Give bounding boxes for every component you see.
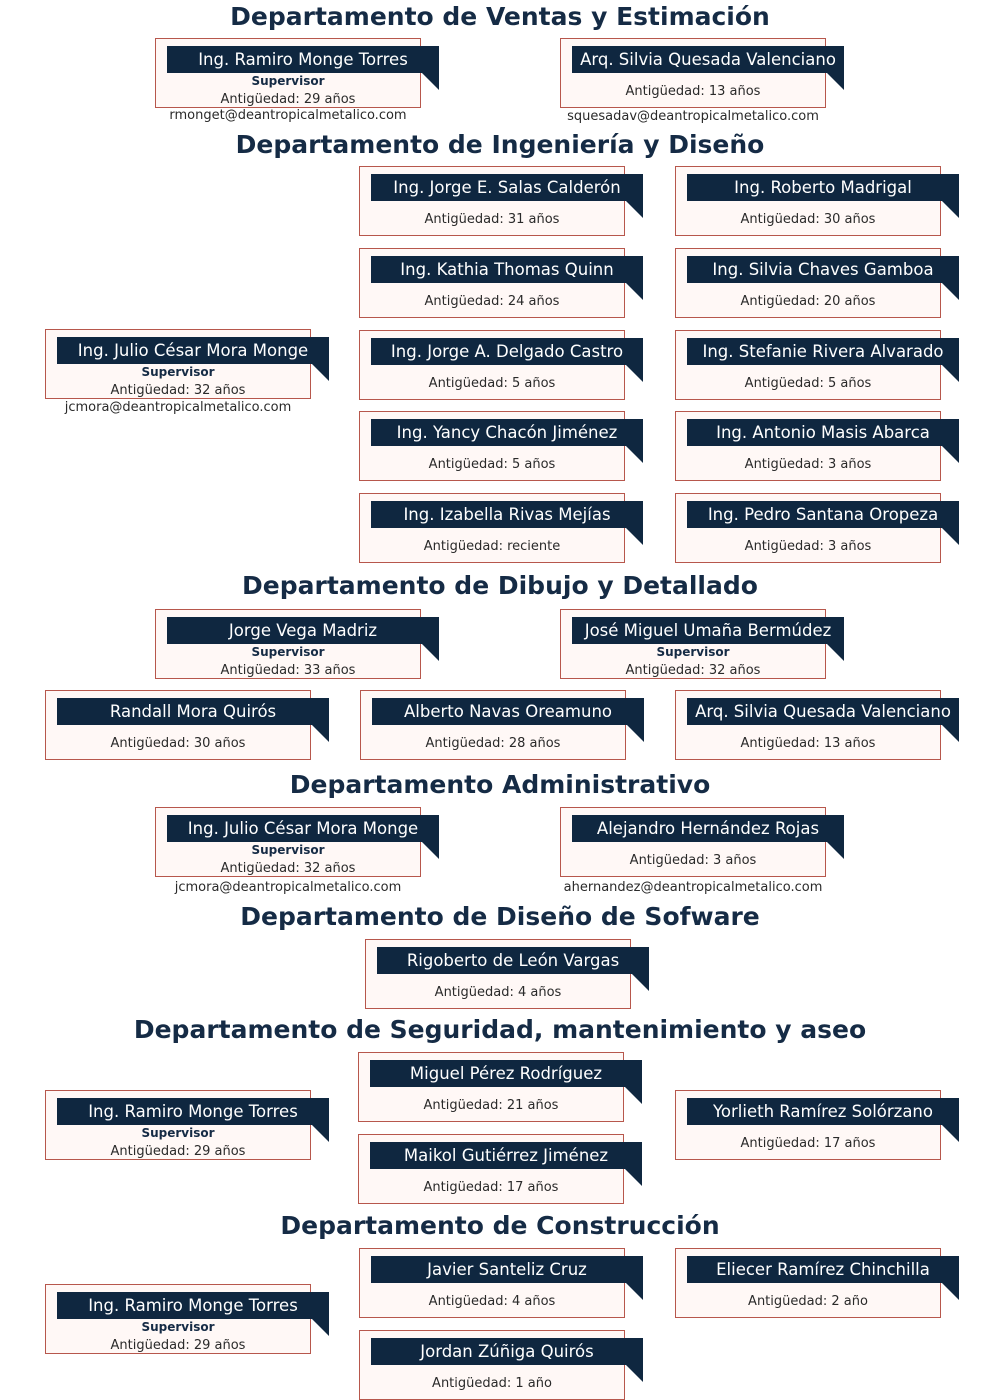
ribbon-fold <box>312 1319 329 1336</box>
ribbon-fold <box>626 201 643 218</box>
employee-seniority: Antigüedad: 17 años <box>423 1180 559 1195</box>
ribbon-fold <box>312 725 329 742</box>
ribbon-fold <box>312 1125 329 1142</box>
employee-name: Alberto Navas Oreamuno <box>372 698 644 725</box>
employee-name: José Miguel Umaña Bermúdez <box>572 617 844 644</box>
employee-seniority: Antigüedad: 5 años <box>428 376 556 391</box>
employee-name: Rigoberto de León Vargas <box>377 947 649 974</box>
department-title-departamento-de-construccion: Departamento de Construcción <box>280 1211 720 1240</box>
employee-seniority: Antigüedad: 17 años <box>740 1136 876 1151</box>
employee-seniority: Antigüedad: 33 años <box>220 663 356 678</box>
ribbon-fold <box>625 1169 642 1186</box>
employee-seniority: Antigüedad: 3 años <box>744 539 872 554</box>
ribbon-fold <box>942 1125 959 1142</box>
employee-name: Ing. Roberto Madrigal <box>687 174 959 201</box>
employee-name: Yorlieth Ramírez Solórzano <box>687 1098 959 1125</box>
employee-email: ahernandez@deantropicalmetalico.com <box>563 880 823 895</box>
department-title-departamento-administrativo: Departamento Administrativo <box>289 770 711 799</box>
department-title-departamento-de-dibujo-y-detallado: Departamento de Dibujo y Detallado <box>242 571 758 600</box>
employee-name: Ing. Pedro Santana Oropeza <box>687 501 959 528</box>
employee-name: Ing. Stefanie Rivera Alvarado <box>687 338 959 365</box>
ribbon-fold <box>632 974 649 991</box>
employee-name: Jordan Zúñiga Quirós <box>371 1338 643 1365</box>
employee-role: Supervisor <box>141 1126 215 1140</box>
employee-name: Arq. Silvia Quesada Valenciano <box>687 698 959 725</box>
employee-seniority: Antigüedad: 32 años <box>220 861 356 876</box>
employee-seniority: Antigüedad: 5 años <box>428 457 556 472</box>
ribbon-fold <box>942 201 959 218</box>
employee-seniority: Antigüedad: 20 años <box>740 294 876 309</box>
employee-seniority: Antigüedad: 3 años <box>629 853 757 868</box>
department-title-departamento-de-diseno-de-sofware: Departamento de Diseño de Sofware <box>240 902 760 931</box>
ribbon-fold <box>422 73 439 90</box>
employee-seniority: Antigüedad: 30 años <box>110 736 246 751</box>
employee-seniority: Antigüedad: 24 años <box>424 294 560 309</box>
employee-name: Ing. Yancy Chacón Jiménez <box>371 419 643 446</box>
employee-role: Supervisor <box>656 645 730 659</box>
employee-name: Maikol Gutiérrez Jiménez <box>370 1142 642 1169</box>
employee-role: Supervisor <box>251 74 325 88</box>
ribbon-fold <box>626 446 643 463</box>
ribbon-fold <box>625 1087 642 1104</box>
employee-seniority: Antigüedad: 13 años <box>625 84 761 99</box>
employee-email: jcmora@deantropicalmetalico.com <box>174 880 402 895</box>
employee-email: jcmora@deantropicalmetalico.com <box>64 400 292 415</box>
ribbon-fold <box>626 365 643 382</box>
employee-seniority: Antigüedad: 5 años <box>744 376 872 391</box>
employee-role: Supervisor <box>141 1320 215 1334</box>
ribbon-fold <box>942 528 959 545</box>
employee-name: Alejandro Hernández Rojas <box>572 815 844 842</box>
ribbon-fold <box>422 842 439 859</box>
employee-name: Javier Santeliz Cruz <box>371 1256 643 1283</box>
employee-seniority: Antigüedad: 4 años <box>434 985 562 1000</box>
ribbon-fold <box>422 644 439 661</box>
employee-seniority: Antigüedad: 30 años <box>740 212 876 227</box>
employee-name: Jorge Vega Madriz <box>167 617 439 644</box>
ribbon-fold <box>827 644 844 661</box>
employee-name: Ing. Julio César Mora Monge <box>57 337 329 364</box>
employee-seniority: Antigüedad: 21 años <box>423 1098 559 1113</box>
ribbon-fold <box>827 73 844 90</box>
employee-seniority: Antigüedad: 31 años <box>424 212 560 227</box>
employee-seniority: Antigüedad: 13 años <box>740 736 876 751</box>
employee-seniority: Antigüedad: 29 años <box>110 1144 246 1159</box>
employee-seniority: Antigüedad: 1 año <box>432 1376 552 1391</box>
ribbon-fold <box>626 1365 643 1382</box>
ribbon-fold <box>312 364 329 381</box>
employee-name: Ing. Izabella Rivas Mejías <box>371 501 643 528</box>
ribbon-fold <box>942 365 959 382</box>
department-title-departamento-de-ingenieria-y-diseno: Departamento de Ingeniería y Diseño <box>235 130 765 159</box>
employee-name: Miguel Pérez Rodríguez <box>370 1060 642 1087</box>
employee-seniority: Antigüedad: 29 años <box>110 1338 246 1353</box>
employee-email: rmonget@deantropicalmetalico.com <box>169 108 407 123</box>
employee-seniority: Antigüedad: reciente <box>423 539 561 554</box>
employee-name: Eliecer Ramírez Chinchilla <box>687 1256 959 1283</box>
department-title-departamento-de-seguridad-mantenimiento-y-aseo: Departamento de Seguridad, mantenimiento y aseo <box>133 1015 867 1044</box>
employee-seniority: Antigüedad: 28 años <box>425 736 561 751</box>
ribbon-fold <box>626 528 643 545</box>
employee-seniority: Antigüedad: 32 años <box>625 663 761 678</box>
ribbon-fold <box>942 283 959 300</box>
employee-name: Ing. Silvia Chaves Gamboa <box>687 256 959 283</box>
ribbon-fold <box>627 725 644 742</box>
ribbon-fold <box>626 1283 643 1300</box>
ribbon-fold <box>626 283 643 300</box>
ribbon-fold <box>942 1283 959 1300</box>
employee-name: Ing. Ramiro Monge Torres <box>57 1292 329 1319</box>
employee-name: Ing. Antonio Masis Abarca <box>687 419 959 446</box>
employee-email: squesadav@deantropicalmetalico.com <box>567 109 819 124</box>
employee-role: Supervisor <box>251 843 325 857</box>
employee-seniority: Antigüedad: 29 años <box>220 92 356 107</box>
employee-name: Ing. Ramiro Monge Torres <box>167 46 439 73</box>
employee-seniority: Antigüedad: 4 años <box>428 1294 556 1309</box>
employee-name: Ing. Jorge E. Salas Calderón <box>371 174 643 201</box>
ribbon-fold <box>827 842 844 859</box>
employee-name: Ing. Jorge A. Delgado Castro <box>371 338 643 365</box>
department-title-departamento-de-ventas-y-estimacion: Departamento de Ventas y Estimación <box>230 2 770 31</box>
employee-role: Supervisor <box>251 645 325 659</box>
employee-role: Supervisor <box>141 365 215 379</box>
employee-name: Ing. Julio César Mora Monge <box>167 815 439 842</box>
ribbon-fold <box>942 725 959 742</box>
employee-name: Arq. Silvia Quesada Valenciano <box>572 46 844 73</box>
employee-seniority: Antigüedad: 32 años <box>110 383 246 398</box>
employee-seniority: Antigüedad: 3 años <box>744 457 872 472</box>
employee-name: Randall Mora Quirós <box>57 698 329 725</box>
employee-name: Ing. Ramiro Monge Torres <box>57 1098 329 1125</box>
ribbon-fold <box>942 446 959 463</box>
employee-name: Ing. Kathia Thomas Quinn <box>371 256 643 283</box>
employee-seniority: Antigüedad: 2 año <box>748 1294 868 1309</box>
